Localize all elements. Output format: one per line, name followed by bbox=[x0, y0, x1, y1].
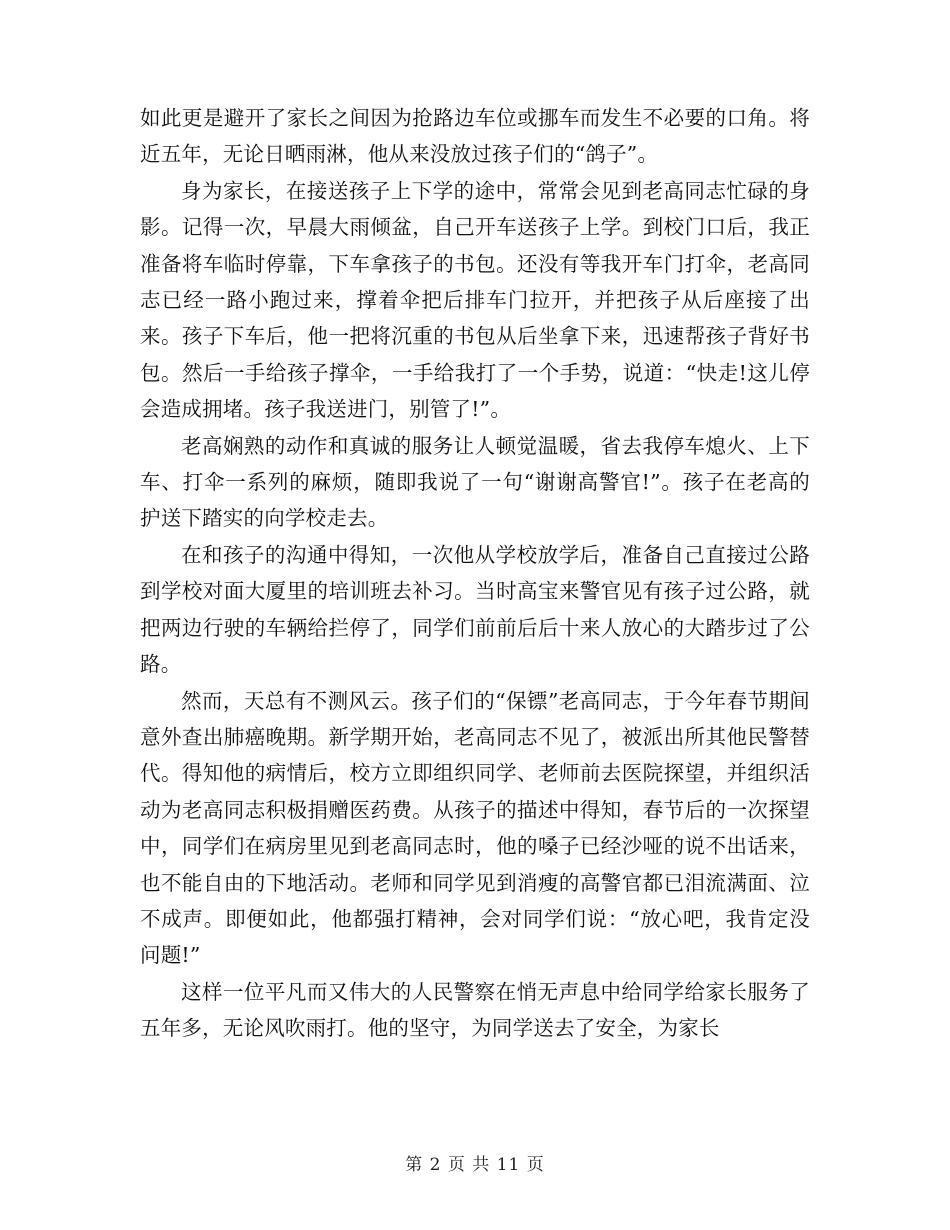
paragraph-3: 老高娴熟的动作和真诚的服务让人顿觉温暖，省去我停车熄火、上下车、打伞一系列的麻烦，随即我说了一句“谢谢高警官!”。孩子在老高的护送下踏实的向学校走去。 bbox=[140, 433, 810, 531]
paragraph-6: 这样一位平凡而又伟大的人民警察在悄无声息中给同学给家长服务了五年多，无论风吹雨打。他的坚守，为同学送去了安全，为家长 bbox=[140, 979, 810, 1041]
paragraph-5: 然而，天总有不测风云。孩子们的“保镖”老高同志，于今年春节期间意外查出肺癌晚期。新学期开始，老高同志不见了，被派出所其他民警替代。得知他的病情后，校方立即组织同学、老师前去医院探望，并组织活动为老高同志积极捐赠医药费。从孩子的描述中得知，春节后的一次探望中，同学们在病房里见到老高同志时，他的嗓子已经沙哑的说不出话来，也不能自由的下地活动。老师和同学见到消瘦的高警官都已泪流满面、泣不成声。即便如此，他都强打精神，会对同学们说：“放心吧，我肯定没问题!” bbox=[140, 688, 810, 968]
paragraph-4: 在和孩子的沟通中得知，一次他从学校放学后，准备自己直接过公路到学校对面大厦里的培训班去补习。当时高宝来警官见有孩子过公路，就把两边行驶的车辆给拦停了，同学们前前后后十来人放心的大踏步过了公路。 bbox=[140, 542, 810, 677]
document-body bbox=[140, 100, 810, 1047]
paragraph-1: 如此更是避开了家长之间因为抢路边车位或挪车而发生不必要的口角。将近五年，无论日晒雨淋，他从来没放过孩子们的“鸽子”。 bbox=[140, 106, 810, 167]
paragraph-2: 身为家长，在接送孩子上下学的途中，常常会见到老高同志忙碌的身影。记得一次，早晨大雨倾盆，自己开车送孩子上学。到校门口后，我正准备将车临时停靠，下车拿孩子的书包。还没有等我开车门打伞，老高同志已经一路小跑过来，撑着伞把后排车门拉开，并把孩子从后座接了出来。孩子下车后，他一把将沉重的书包从后坐拿下来，迅速帮孩子背好书包。然后一手给孩子撑伞，一手给我打了一个手势，说道：“快走!这儿停会造成拥堵。孩子我送进门，别管了!”。 bbox=[140, 178, 810, 422]
page-number-footer: 第 2 页 共 11 页 bbox=[405, 1155, 545, 1175]
